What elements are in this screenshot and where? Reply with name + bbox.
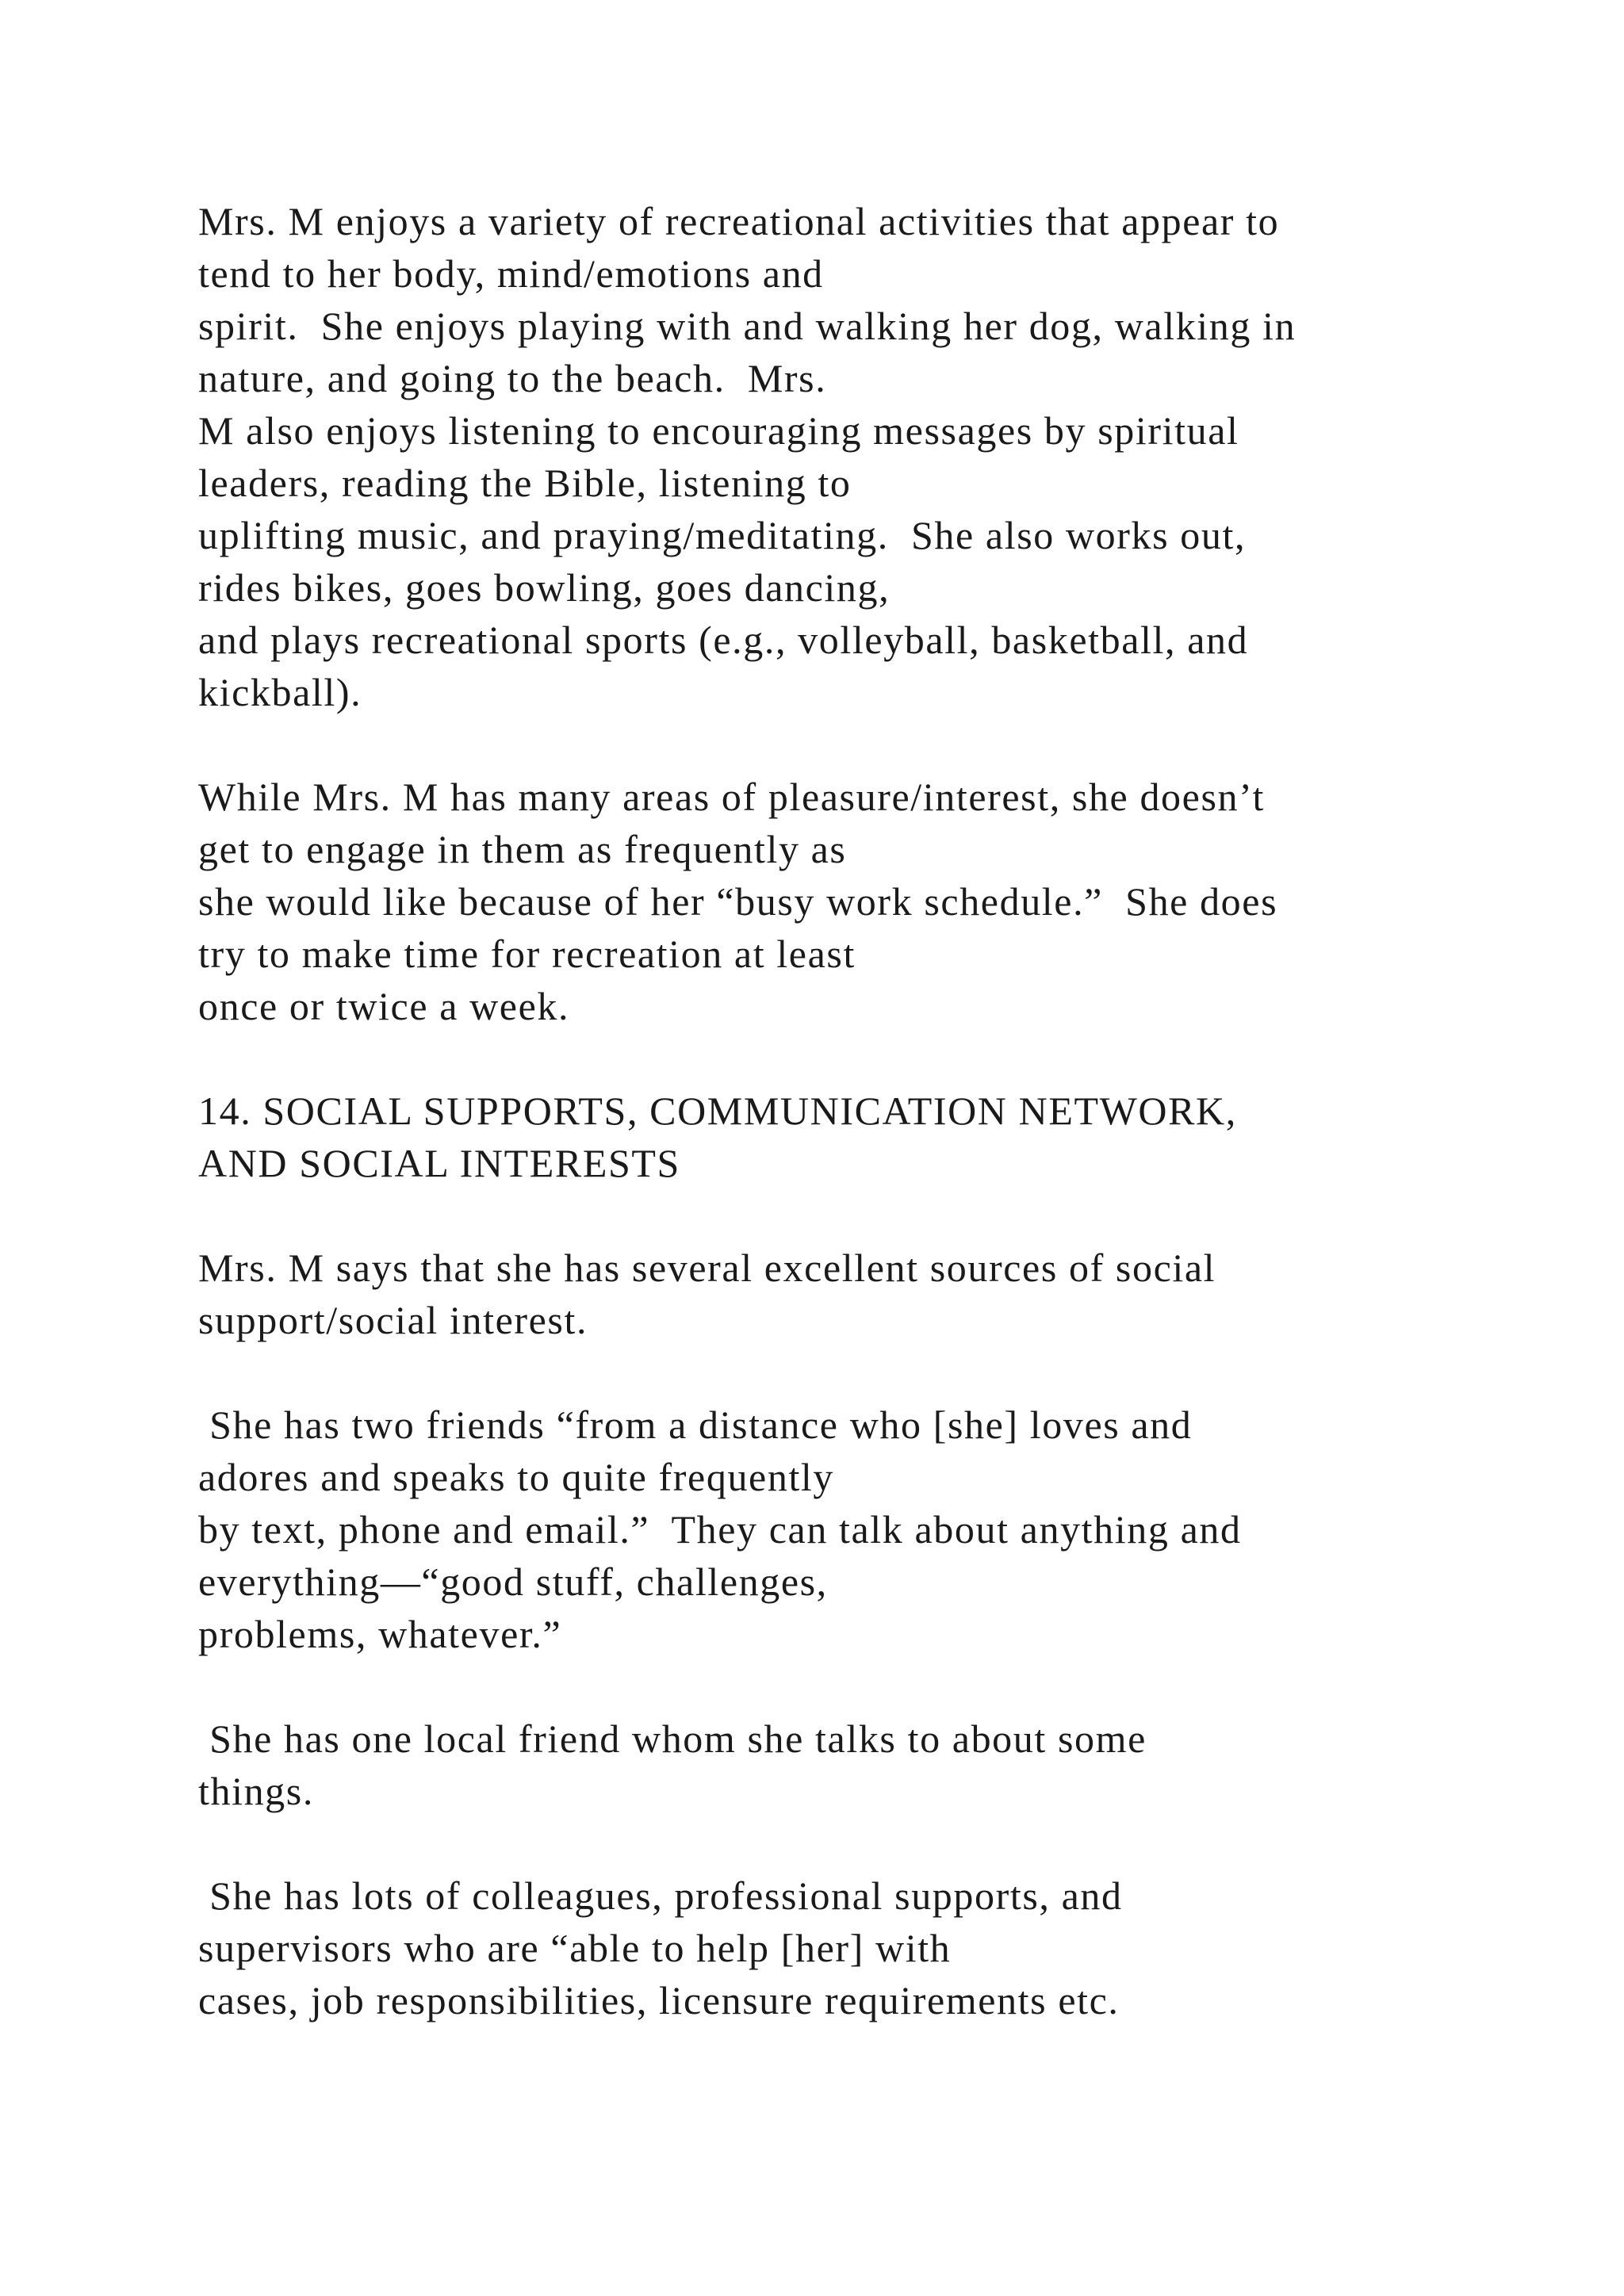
text-line: try to make time for recreation at least (198, 932, 856, 976)
text-line: nature, and going to the beach. Mrs. (198, 356, 827, 400)
text-line: she would like because of her “busy work schedule.” She does (198, 879, 1278, 924)
bullet-line (198, 1399, 1546, 1451)
text-line: problems, whatever.” (198, 1612, 562, 1656)
text-line: kickball). (198, 670, 362, 714)
text-line: tend to her body, mind/emotions and (198, 251, 824, 296)
text-line: adores and speaks to quite frequently (198, 1455, 835, 1499)
bullet-item-colleagues (198, 1869, 1546, 2026)
section-heading (198, 1085, 1546, 1189)
text-line: cases, job responsibilities, licensure requirements etc. (198, 1978, 1120, 2022)
heading-line: AND SOCIAL INTERESTS (198, 1141, 680, 1185)
document-body (198, 195, 1546, 2079)
text-line: M also enjoys listening to encouraging messages by spiritual (198, 408, 1239, 453)
text-line: Mrs. M enjoys a variety of recreational activities that appear to (198, 199, 1280, 243)
text-line: by text, phone and email.” They can talk about anything and (198, 1507, 1242, 1552)
text-line: everything—“good stuff, challenges, (198, 1559, 828, 1604)
text-line: She has two friends “from a distance who [she] loves and (198, 1402, 1193, 1447)
text-line: While Mrs. M has many areas of pleasure/interest, she doesn’t (198, 775, 1265, 819)
paragraph-recreation (198, 195, 1546, 718)
text-line: She has lots of colleagues, professional supports, and (198, 1873, 1123, 1918)
text-line: leaders, reading the Bible, listening to (198, 461, 852, 505)
text-line: and plays recreational sports (e.g., volleyball, basketball, and (198, 618, 1249, 662)
bullet-line (198, 1869, 1546, 1922)
paragraph-schedule (198, 771, 1546, 1032)
text-line: things. (198, 1769, 314, 1813)
heading-line: 14. SOCIAL SUPPORTS, COMMUNICATION NETWORK, (198, 1089, 1237, 1133)
bullet-item-local-friend (198, 1712, 1546, 1817)
text-line: rides bikes, goes bowling, goes dancing, (198, 565, 891, 610)
text-line: supervisors who are “able to help [her] with (198, 1926, 952, 1970)
text-line: She has one local friend whom she talks to about some (198, 1716, 1147, 1761)
text-line: Mrs. M says that she has several excellent sources of social (198, 1246, 1216, 1290)
bullet-item-distant-friends (198, 1399, 1546, 1660)
text-line: spirit. She enjoys playing with and walking her dog, walking in (198, 304, 1297, 348)
text-line: uplifting music, and praying/meditating. She also works out, (198, 513, 1247, 557)
text-line: get to engage in them as frequently as (198, 827, 847, 871)
text-line: once or twice a week. (198, 984, 570, 1028)
text-line: support/social interest. (198, 1298, 588, 1342)
bullet-line (198, 1712, 1546, 1765)
paragraph-social-support (198, 1242, 1546, 1346)
